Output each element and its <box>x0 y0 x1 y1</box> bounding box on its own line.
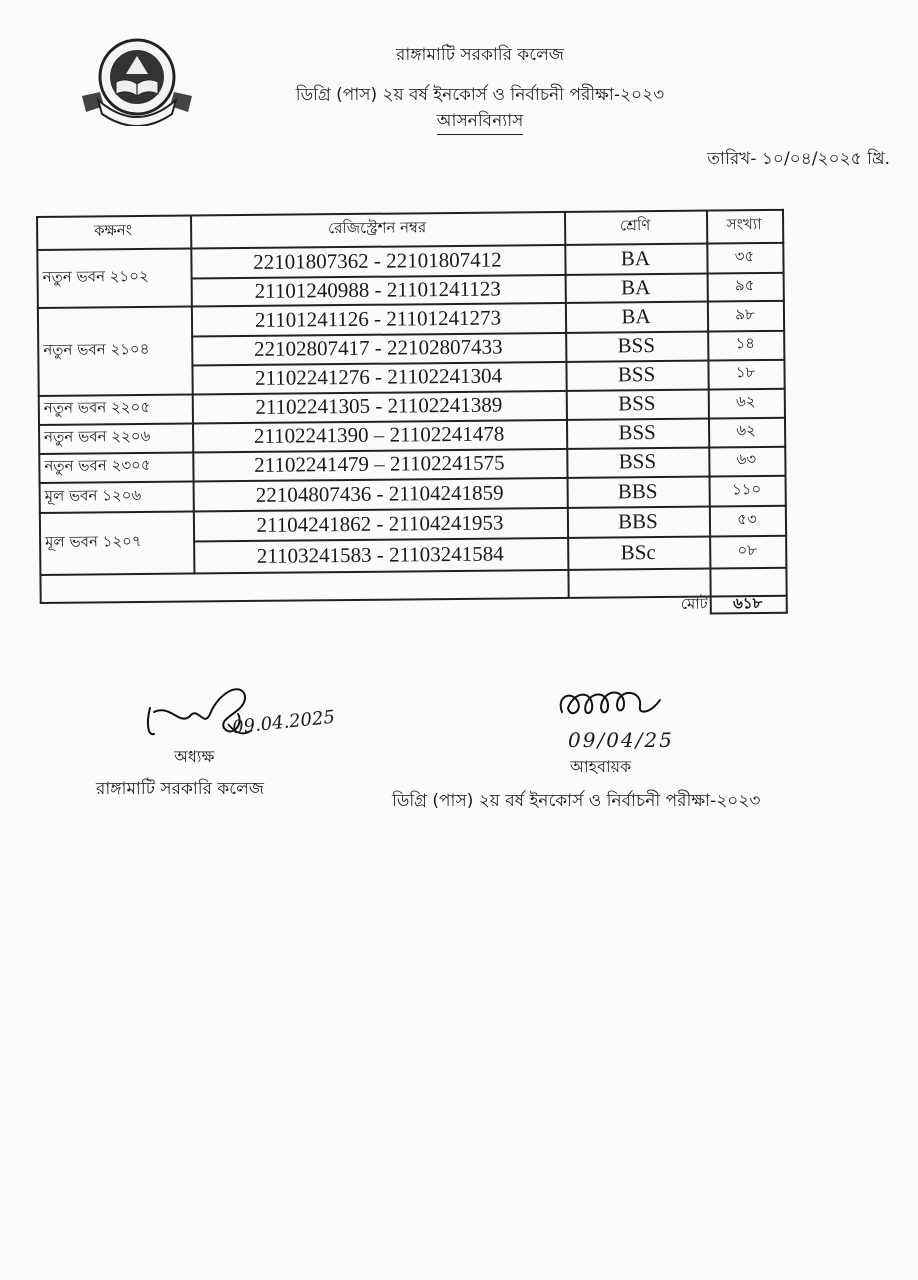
principal-organization: রাঙ্গামাটি সরকারি কলেজ <box>96 779 265 799</box>
room-cell: মূল ভবন ১২০৬ <box>44 485 142 505</box>
principal-title: অধ্যক্ষ <box>174 747 215 766</box>
convener-organization: ডিগ্রি (পাস) ২য় বর্ষ ইনকোর্স ও নির্বাচনী পরীক্ষা-২০২৩ <box>392 791 761 811</box>
student-count: ৬২ <box>735 392 756 411</box>
registration-range: 22102807417 - 22102807433 <box>253 334 503 361</box>
student-count: ৬৩ <box>736 450 757 469</box>
total-label: মোট <box>680 594 708 613</box>
registration-range: 22104807436 - 21104241859 <box>255 480 504 507</box>
class-name: BSS <box>617 362 656 387</box>
class-name: BSS <box>617 333 656 358</box>
registration-range: 21103241583 - 21103241584 <box>256 541 504 568</box>
student-count: ৫৩ <box>737 509 757 528</box>
college-name: রাঙ্গামাটি সরকারি কলেজ <box>395 45 564 65</box>
student-count: ১৮ <box>735 363 756 382</box>
convener-signature-date: 09/04/25 <box>568 728 674 752</box>
class-name: BSS <box>618 391 656 416</box>
class-name: BA <box>620 245 651 270</box>
registration-range: 21102241390 – 21102241478 <box>253 421 505 448</box>
room-cell: নতুন ভবন ২১০২ <box>42 266 149 286</box>
room-cell: নতুন ভবন ২২০৫ <box>43 397 151 417</box>
header-class: শ্রেণি <box>619 216 651 235</box>
college-logo-emblem <box>78 34 196 126</box>
header-room: কক্ষনং <box>94 221 133 240</box>
class-name: BA <box>620 274 651 299</box>
registration-range: 21102241305 - 21102241389 <box>255 392 503 419</box>
student-count: ৬২ <box>736 421 756 440</box>
room-cell: নতুন ভবন ২১০৪ <box>43 339 150 359</box>
class-name: BBS <box>617 508 658 533</box>
student-count: ৯৮ <box>735 304 755 323</box>
room-cell: নতুন ভবন ২২০৬ <box>44 426 151 446</box>
issue-date: তারিখ- ১০/০৪/২০২৫ খ্রি. <box>707 149 890 169</box>
room-cell: মূল ভবন ১২০৭ <box>45 531 142 551</box>
registration-range: 21102241276 - 21102241304 <box>254 363 503 390</box>
principal-signature-date: 09.04.2025 <box>231 706 336 739</box>
registration-range: 21101241126 - 21101241273 <box>254 305 502 332</box>
student-count: ৩৫ <box>734 246 755 265</box>
student-count: ১৪ <box>735 334 756 353</box>
class-name: BSS <box>618 420 656 445</box>
registration-range: 21102241479 – 21102241575 <box>254 450 505 477</box>
student-count: ১১০ <box>731 479 762 498</box>
convener-signature <box>552 682 682 732</box>
class-name: BSc <box>620 539 656 564</box>
header-count: সংখ্যা <box>726 215 762 234</box>
class-name: BSS <box>618 449 657 474</box>
room-cell: নতুন ভবন ২৩০৫ <box>44 455 151 475</box>
seat-plan-table <box>36 209 788 618</box>
convener-title: আহবায়ক <box>570 757 632 776</box>
student-count: ০৮ <box>737 540 758 559</box>
registration-range: 21101240988 - 21101241123 <box>254 276 501 303</box>
document-title-text: আসনবিন্যাস <box>437 111 524 135</box>
total-value: ৬১৮ <box>733 593 763 612</box>
exam-title: ডিগ্রি (পাস) ২য় বর্ষ ইনকোর্স ও নির্বাচনী পরীক্ষা-২০২৩ <box>295 85 665 105</box>
header-registration: রেজিস্ট্রেশন নম্বর <box>327 218 427 238</box>
class-name: BBS <box>617 478 658 503</box>
document-title <box>230 108 730 136</box>
student-count: ৯৫ <box>734 275 755 294</box>
registration-range: 22101807362 - 22101807412 <box>253 247 502 274</box>
registration-range: 21104241862 - 21104241953 <box>256 510 504 537</box>
class-name: BA <box>621 303 651 328</box>
